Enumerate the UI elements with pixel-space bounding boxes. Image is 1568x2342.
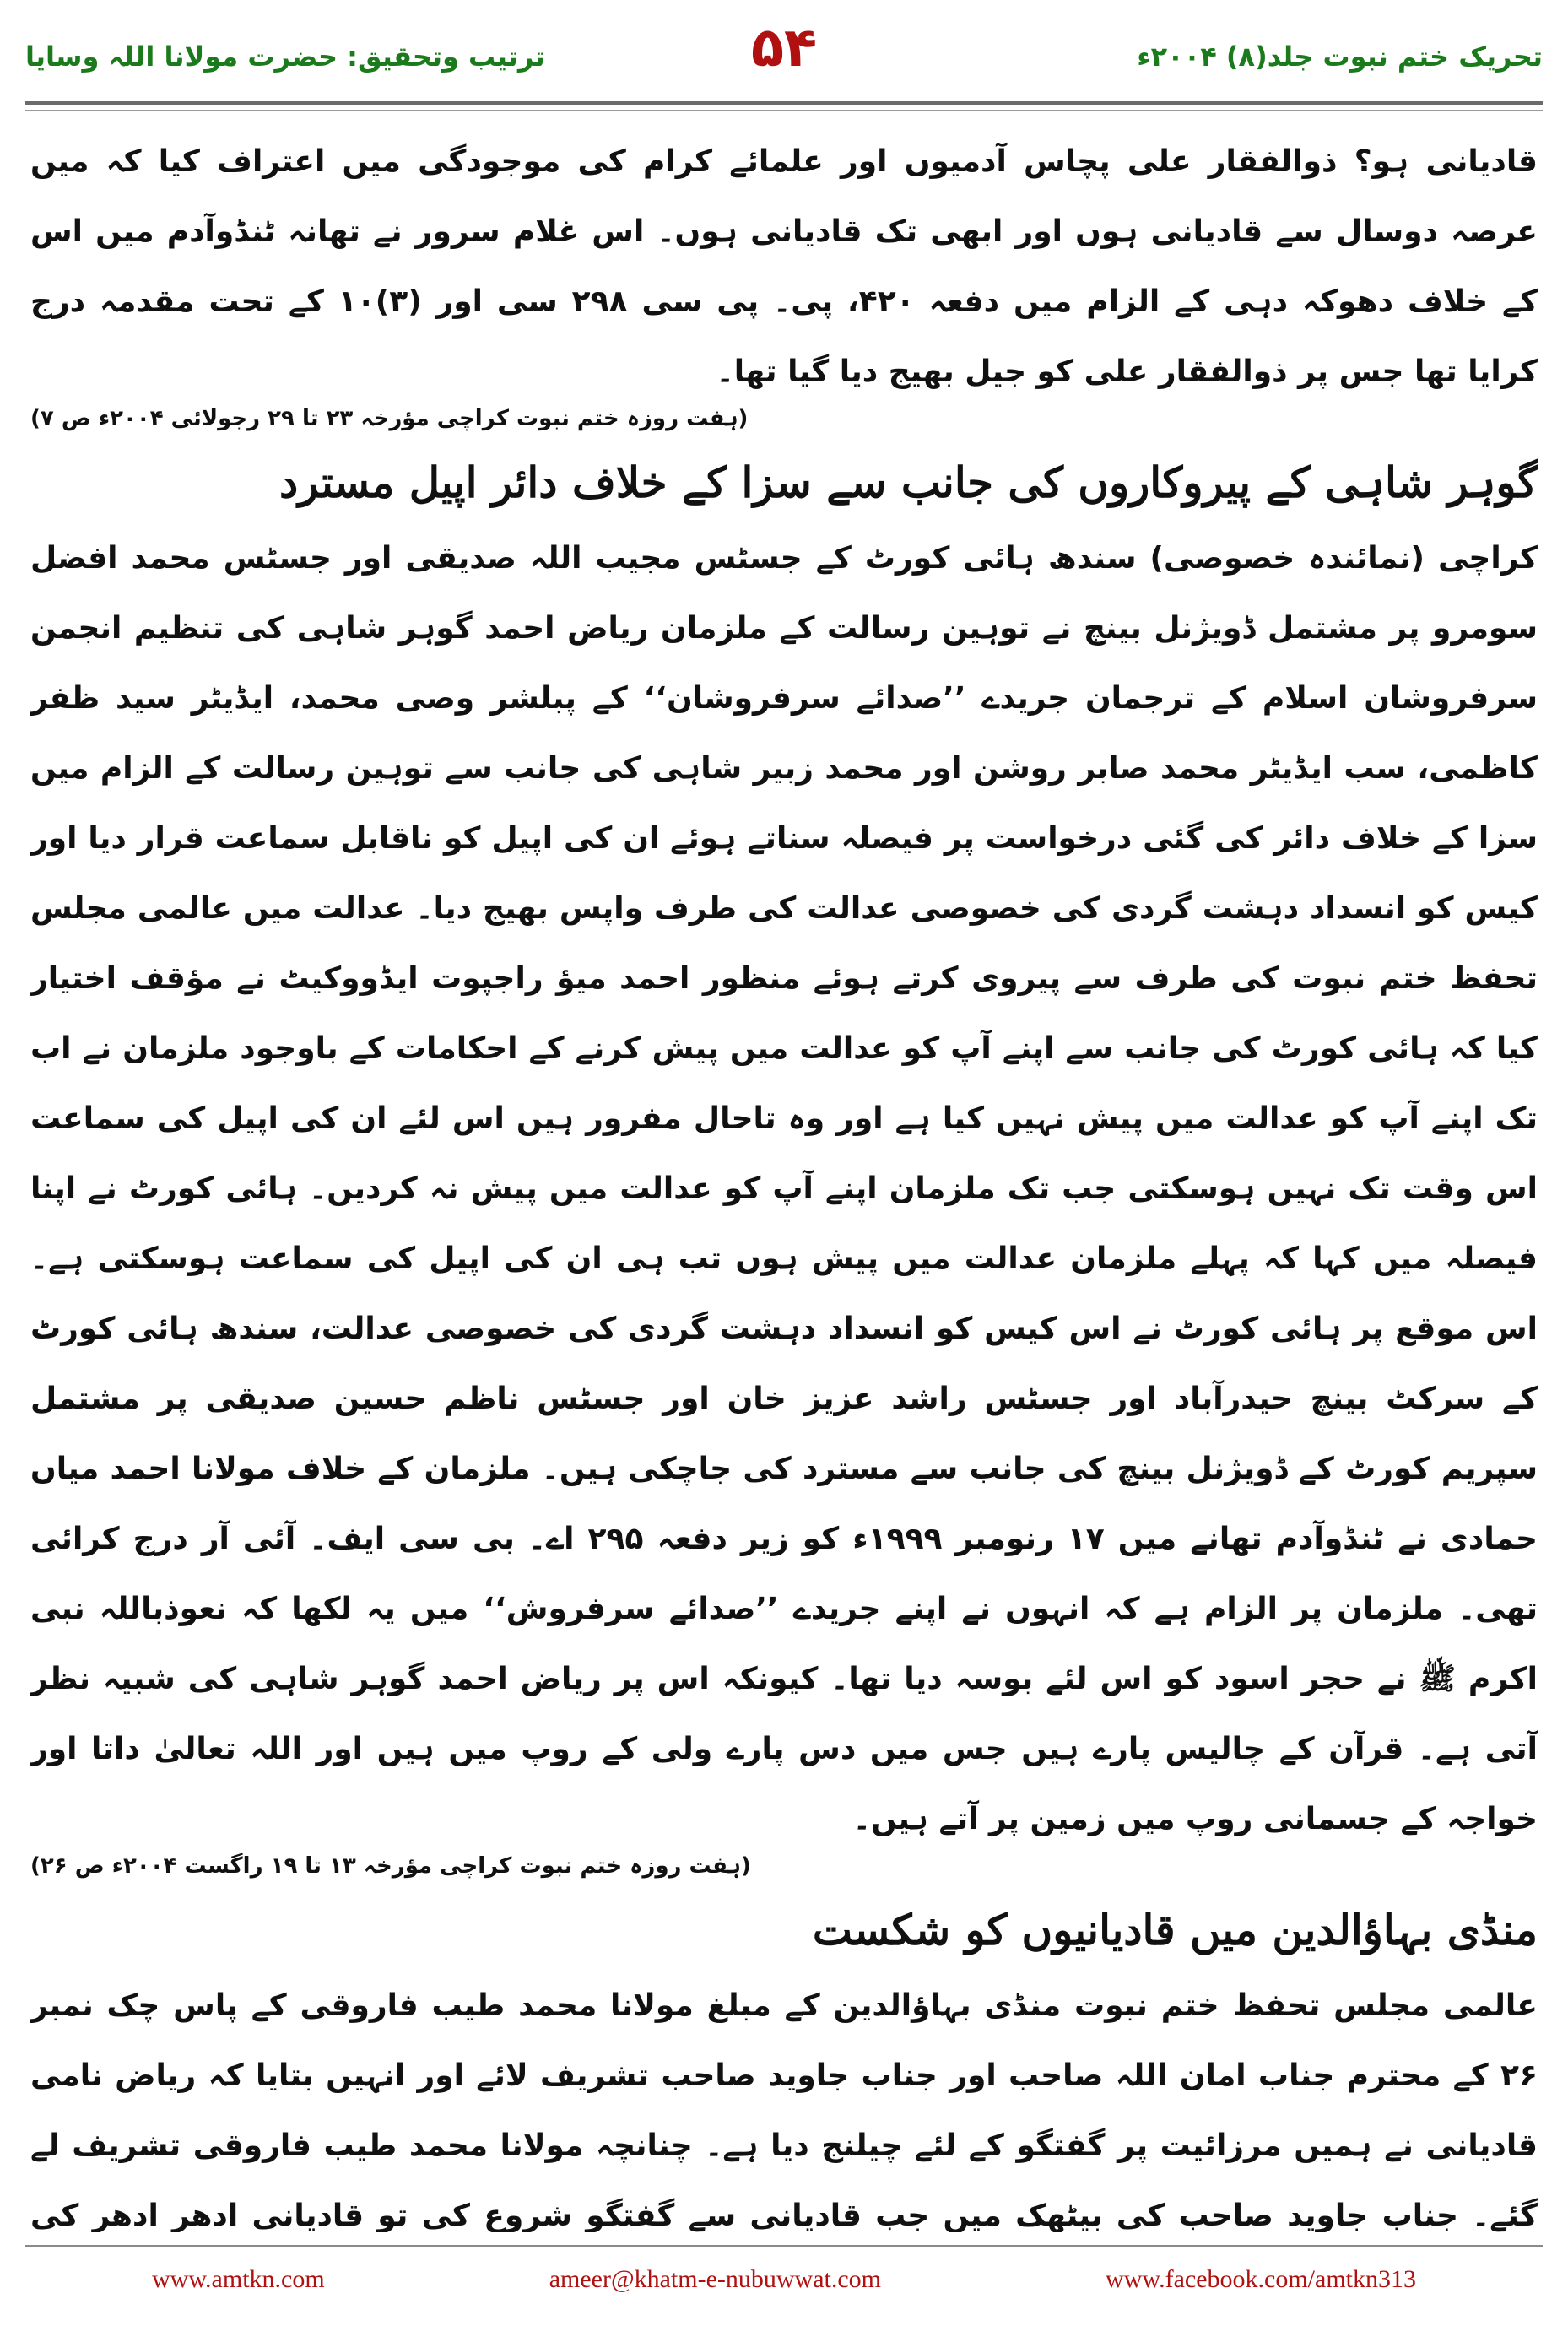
page-footer [25, 2245, 1543, 2321]
paragraph-2: کراچی (نمائندہ خصوصی) سندھ ہائی کورٹ کے جسٹس مجیب اللہ صدیقی اور جسٹس محمد افضل سومرو پر مشتمل ڈویژنل بینچ نے توہین رسالت کے ملزمان ریاض احمد گوہر شاہی کی تنظیم انجمن سرفروشان اسلام کے ترجمان جریدے ’’صدائے سرفروشان‘‘ کے پبلشر وصی محمد، ایڈیٹر سید ظفر کاظمی، سب ایڈیٹر محمد صابر روشن اور محمد زبیر شاہی کی جانب سے توہین رسالت کے الزام میں سزا کے خلاف دائر کی گئی درخواست پر فیصلہ سناتے ہوئے ان کی اپیل کو ناقابل سماعت قرار دیا اور کیس کو انسداد دہشت گردی کی خصوصی عدالت کی طرف واپس بھیج دیا۔ عدالت میں عالمی مجلس تحفظ ختم نبوت کی طرف سے پیروی کرتے ہوئے منظور احمد میؤ راجپوت ایڈووکیٹ نے مؤقف اختیار کیا کہ ہائی کورٹ کی جانب سے اپنے آپ کو عدالت میں پیش کرنے کے احکامات کے باوجود ملزمان نے اب تک اپنے آپ کو عدالت میں پیش نہیں کیا ہے اور وہ تاحال مفرور ہیں اس لئے ان کی اپیل کی سماعت اس وقت تک نہیں ہوسکتی جب تک ملزمان اپنے آپ کو عدالت میں پیش نہ کردیں۔ ہائی کورٹ نے اپنا فیصلہ میں کہا کہ پہلے ملزمان عدالت میں پیش ہوں تب ہی ان کی اپیل کی سماعت ہوسکتی ہے۔ اس موقع پر ہائی کورٹ نے اس کیس کو انسداد دہشت گردی کی خصوصی عدالت، سندھ ہائی کورٹ کے سرکٹ بینچ حیدرآباد اور جسٹس راشد عزیز خان اور جسٹس ناظم حسین صدیقی پر مشتمل سپریم کورٹ کے ڈویژنل بینچ کی جانب سے مسترد کی جاچکی ہیں۔ ملزمان کے خلاف مولانا احمد میاں حمادی نے ٹنڈوآدم تھانے میں ۱۷ رنومبر ۱۹۹۹ء کو زیر دفعہ ۲۹۵ اے۔ بی سی ایف۔ آئی آر درج کرائی تھی۔ ملزمان پر الزام ہے کہ انہوں نے اپنے جریدے ’’صدائے سرفروش‘‘ میں یہ لکھا کہ نعوذباللہ نبی اکرم ﷺ نے حجر اسود کو اس لئے بوسہ دیا تھا۔ کیونکہ اس پر ریاض احمد گوہر شاہی کی شبیہ نظر آتی ہے۔ قرآن کے چالیس پارے ہیں جس میں دس پارے ولی کے روپ میں ہیں اور اللہ تعالیٰ داتا اور خواجہ کے جسمانی روپ میں زمین پر آتے ہیں۔ [30, 541, 1538, 1836]
email-link[interactable]: ameer@khatm-e-nubuwwat.com [549, 2265, 882, 2293]
page-body [30, 127, 1538, 2232]
website-link[interactable]: www.amtkn.com [152, 2265, 325, 2293]
page-header [25, 17, 1543, 127]
section-heading-1: گوہر شاہی کے پیروکاروں کی جانب سے سزا کے خلاف دائر اپیل مسترد [278, 457, 1538, 507]
header-divider [25, 101, 1543, 105]
footer-links [25, 2260, 1543, 2299]
source-citation-2: (ہفت روزہ ختم نبوت کراچی مؤرخہ ۱۳ تا ۱۹ راگست ۲۰۰۴ء ص ۲۶) [30, 1853, 751, 1879]
header-compiler: ترتیب وتحقیق: حضرت مولانا اللہ وسایا [25, 41, 545, 73]
footer-divider [25, 2245, 1543, 2247]
page-number: ۵۴ [750, 17, 818, 79]
facebook-link[interactable]: www.facebook.com/amtkn313 [1106, 2265, 1416, 2293]
header-book-title: تحریک ختم نبوت جلد(۸) ۲۰۰۴ء [1137, 41, 1543, 73]
section-heading-2: منڈی بہاؤالدین میں قادیانیوں کو شکست [812, 1905, 1538, 1955]
source-citation-1: (ہفت روزہ ختم نبوت کراچی مؤرخہ ۲۳ تا ۲۹ رجولائی ۲۰۰۴ء ص ۷) [30, 406, 749, 431]
paragraph-3: عالمی مجلس تحفظ ختم نبوت منڈی بہاؤالدین کے مبلغ مولانا محمد طیب فاروقی کے پاس چک نمبر ۲۶ کے محترم جناب امان اللہ صاحب اور جناب جاوید صاحب تشریف لائے اور انہیں بتایا کہ ریاض نامی قادیانی نے ہمیں مرزائیت پر گفتگو کے لئے چیلنج دیا ہے۔ چنانچہ مولانا محمد طیب فاروقی تشریف لے گئے۔ جناب جاوید صاحب کی بیٹھک میں جب قادیانی سے گفتگو شروع کی تو قادیانی ادھر ادھر کی [30, 1988, 1538, 2232]
paragraph-1: قادیانی ہو؟ ذوالفقار علی پچاس آدمیوں اور علمائے کرام کی موجودگی میں اعتراف کیا کہ میں عرصہ دوسال سے قادیانی ہوں اور ابھی تک قادیانی ہوں۔ اس غلام سرور نے تھانہ ٹنڈوآدم میں اس کے خلاف دھوکہ دہی کے الزام میں دفعہ ۴۲۰، پی۔ پی سی ۲۹۸ سی اور (۳)۱۰ کے تحت مقدمہ درج کرایا تھا جس پر ذوالفقار علی کو جیل بھیج دیا گیا تھا۔ [30, 144, 1538, 389]
header-divider-thin [25, 110, 1543, 111]
